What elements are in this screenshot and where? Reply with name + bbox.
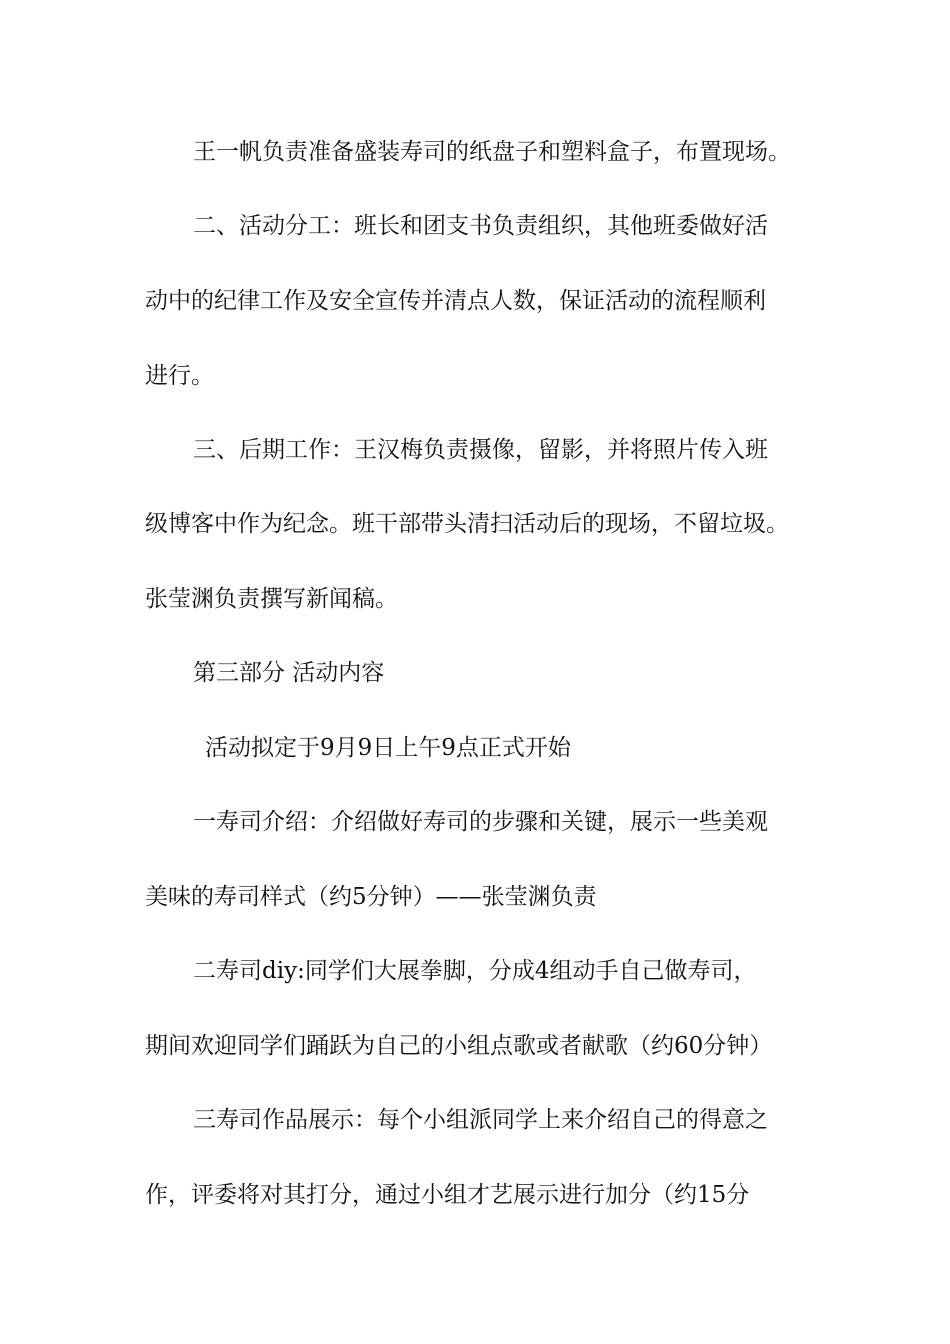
- text-line: 级博客中作为纪念。班干部带头清扫活动后的现场，不留垃圾。: [145, 511, 789, 537]
- text-line: 王一帆负责准备盛装寿司的纸盘子和塑料盒子，布置现场。: [193, 139, 791, 165]
- text-line: 二寿司diy:同学们大展拳脚，分成4组动手自己做寿司，: [193, 958, 757, 984]
- text-line: 活动拟定于9月9日上午9点正式开始: [205, 735, 571, 761]
- text-line: 动中的纪律工作及安全宣传并清点人数，保证活动的流程顺利: [145, 288, 766, 314]
- text-line: 期间欢迎同学们踊跃为自己的小组点歌或者献歌（约60分钟）: [145, 1033, 773, 1059]
- text-line: 作，评委将对其打分，通过小组才艺展示进行加分（约15分: [145, 1182, 750, 1208]
- text-line: 进行。: [145, 363, 214, 389]
- text-line: 三、后期工作：王汉梅负责摄像，留影，并将照片传入班: [193, 437, 768, 463]
- text-line: 美味的寿司样式（约5分钟）——张莹渊负责: [145, 884, 597, 910]
- text-line: 张莹渊负责撰写新闻稿。: [145, 586, 398, 612]
- text-line: 二、活动分工：班长和团支书负责组织，其他班委做好活: [193, 213, 768, 239]
- section-heading: 第三部分 活动内容: [193, 660, 385, 686]
- text-line: 一寿司介绍：介绍做好寿司的步骤和关键，展示一些美观: [193, 809, 768, 835]
- text-line: 三寿司作品展示：每个小组派同学上来介绍自己的得意之: [193, 1107, 768, 1133]
